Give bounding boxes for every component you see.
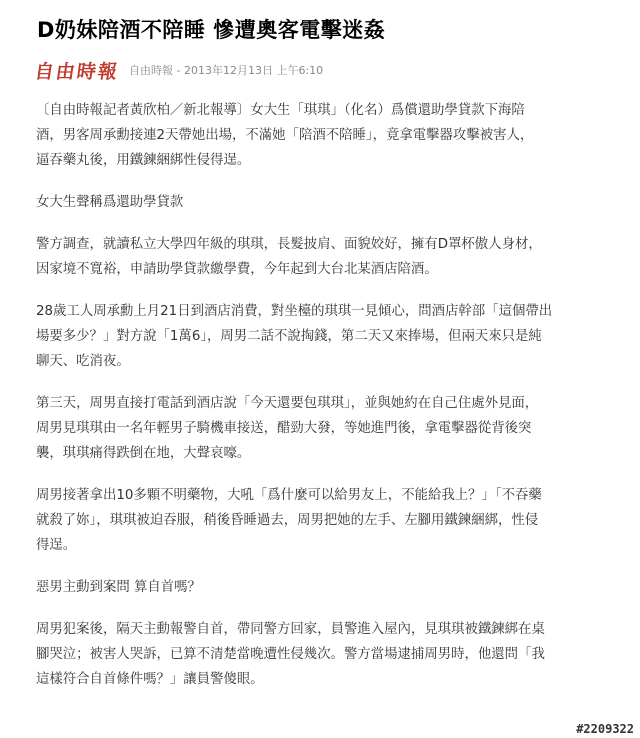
article-headline: D奶妹陪酒不陪睡 慘遭奧客電擊迷姦 bbox=[37, 18, 386, 42]
paragraph-line: 〔自由時報記者黃欣柏／新北報導〕女大生「琪琪」（化名）爲償還助學貸款下海陪 bbox=[36, 103, 525, 118]
paragraph-line: 周男接著拿出10多顆不明藥物，大吼「爲什麼可以給男友上，不能給我上？」「不吞藥 bbox=[36, 488, 542, 503]
article-paragraph bbox=[36, 617, 616, 692]
paragraph-line: 因家境不寬裕，申請助學貸款繳學費，今年起到大台北某酒店陪酒。 bbox=[36, 262, 438, 277]
paragraph-line: 聊天、吃消夜。 bbox=[36, 354, 130, 369]
source-row bbox=[35, 58, 323, 82]
paragraph-line: 就殺了妳」，琪琪被迫吞服，稍後昏睡過去，周男把她的左手、左腳用鐵鍊綑綁，性侵 bbox=[36, 513, 539, 528]
paragraph-line: 腳哭泣；被害人哭訴，已算不清楚當晚遭性侵幾次。警方當場逮捕周男時，他還問「我 bbox=[36, 647, 545, 662]
paragraph-line: 周男犯案後，隔天主動報警自首，帶同警方回家，員警進入屋內，見琪琪被鐵鍊綁在桌 bbox=[36, 622, 545, 637]
section-subhead: 女大生聲稱爲還助學貸款 bbox=[36, 195, 184, 210]
paragraph-line: 場要多少？」對方說「1萬6」，周男二話不說掏錢，第二天又來捧場，但兩天來只是純 bbox=[36, 329, 542, 344]
newspaper-logo[interactable]: 自由時報 bbox=[33, 60, 121, 83]
section-subhead: 惡男主動到案問 算自首嗎？ bbox=[36, 580, 201, 595]
paragraph-line: 警方調查，就讀私立大學四年級的琪琪，長髮披肩、面貌姣好，擁有D罩杯傲人身材， bbox=[36, 237, 542, 252]
paragraph-line: 周男見琪琪由一名年輕男子騎機車接送，醋勁大發，等她進門後，拿電擊器從背後突 bbox=[36, 421, 532, 436]
paragraph-line: 逼吞藥丸後，用鐵鍊綑綁性侵得逞。 bbox=[36, 153, 251, 168]
article-paragraph bbox=[36, 232, 616, 282]
article-paragraph bbox=[36, 299, 616, 374]
article-paragraph bbox=[36, 98, 616, 173]
article-paragraph bbox=[36, 391, 616, 466]
paragraph-line: 酒，男客周承勳接連2天帶她出場，不滿她「陪酒不陪睡」，竟拿電擊器攻擊被害人， bbox=[36, 128, 534, 143]
watermark-id: #2209322 bbox=[576, 722, 634, 736]
paragraph-line: 襲，琪琪痛得跌倒在地，大聲哀嚎。 bbox=[36, 446, 251, 461]
paragraph-line: 得逞。 bbox=[36, 538, 77, 553]
paragraph-line: 28歲工人周承勳上月21日到酒店消費，對坐檯的琪琪一見傾心，問酒店幹部「這個帶出 bbox=[36, 304, 553, 319]
paragraph-line: 第三天，周男直接打電話到酒店說「今天還要包琪琪」，並與她約在自己住處外見面， bbox=[36, 396, 539, 411]
article-paragraph bbox=[36, 483, 616, 558]
paragraph-line: 這樣符合自首條件嗎？」讓員警傻眼。 bbox=[36, 672, 264, 687]
article-body bbox=[36, 98, 616, 709]
byline: 自由時報 - 2013年12月13日 上午6:10 bbox=[129, 64, 324, 77]
